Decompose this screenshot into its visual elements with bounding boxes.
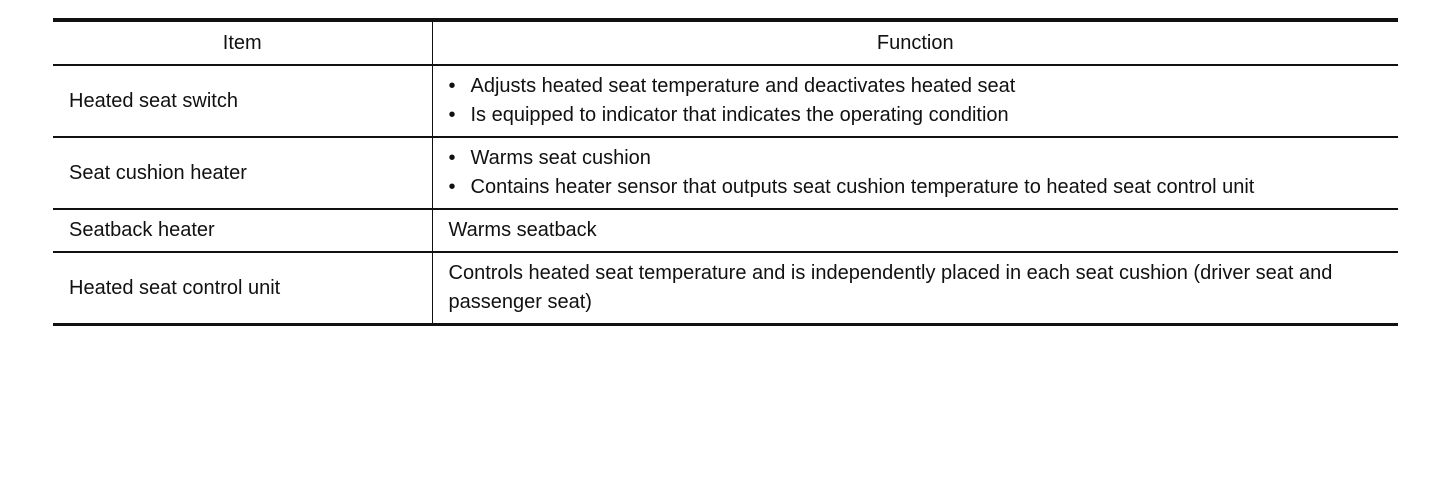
function-cell: [432, 65, 1398, 137]
bullet-text: Contains heater sensor that outputs seat cushion temperature to heated seat control unit: [470, 176, 1255, 198]
function-cell: Warms seatback: [432, 209, 1398, 252]
function-bullet-list: [449, 72, 1391, 130]
item-cell: Seat cushion heater: [53, 137, 432, 209]
bullet-item: [449, 144, 1391, 173]
table-row: [53, 209, 1398, 252]
item-cell: Heated seat switch: [53, 65, 432, 137]
heated-seat-function-table: [53, 18, 1398, 326]
bullet-marker: •: [448, 75, 456, 97]
function-bullet-list: [449, 144, 1391, 202]
bullet-item: [449, 72, 1391, 101]
bullet-text: Is equipped to indicator that indicates the operating condition: [470, 104, 1009, 126]
column-header-item: Item: [53, 20, 432, 65]
column-header-function: Function: [432, 20, 1398, 65]
function-cell: Controls heated seat temperature and is independently placed in each seat cushion (driver seat and passenger seat): [432, 252, 1398, 325]
bullet-text: Warms seat cushion: [470, 147, 651, 169]
table-row: [53, 65, 1398, 137]
item-cell: Seatback heater: [53, 209, 432, 252]
table-row: [53, 252, 1398, 325]
item-cell: Heated seat control unit: [53, 252, 432, 325]
bullet-marker: •: [448, 147, 456, 169]
function-cell: [432, 137, 1398, 209]
table-row: [53, 137, 1398, 209]
bullet-item: [449, 101, 1391, 130]
bullet-marker: •: [448, 176, 456, 198]
table-header-row: [53, 20, 1398, 65]
heated-seat-function-table-container: [53, 18, 1398, 326]
bullet-marker: •: [448, 104, 456, 126]
bullet-text: Adjusts heated seat temperature and deactivates heated seat: [470, 75, 1016, 97]
bullet-item: [449, 173, 1391, 202]
